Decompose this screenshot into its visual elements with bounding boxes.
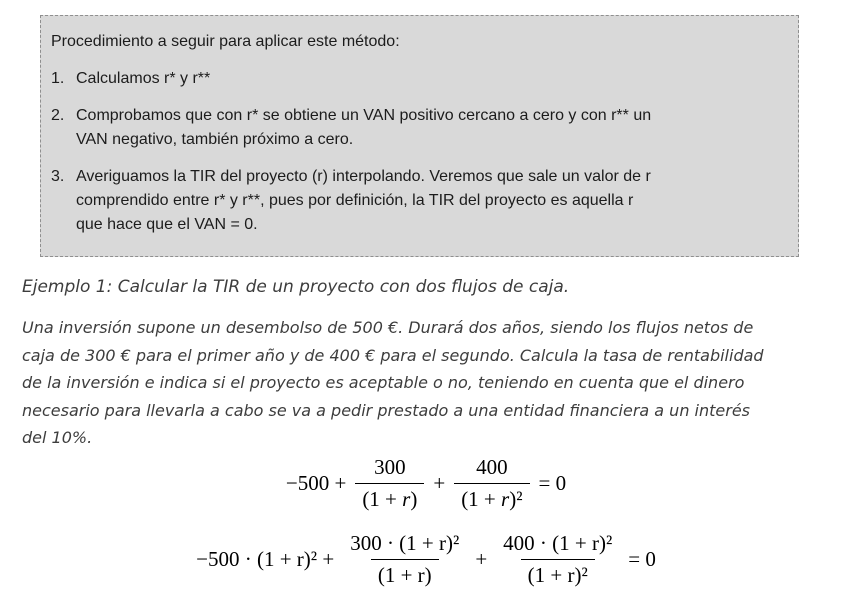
fraction-denominator	[355, 483, 424, 512]
den-variable: r	[402, 486, 411, 511]
eq2-equals-zero: = 0	[628, 546, 656, 571]
eq1-fraction-2	[454, 455, 529, 512]
procedure-box	[40, 15, 799, 257]
eq2-lead-term: −500 · (1 + r)² +	[196, 546, 335, 571]
eq1-lead-term: −500 +	[285, 470, 347, 495]
example-heading: Ejemplo 1: Calcular la TIR de un proyecto con dos flujos de caja.	[22, 277, 570, 297]
body-line: necesario para llevarla a cabo se va a pedir prestado a una entidad financiera a un interés	[22, 400, 751, 420]
item-line: comprendido entre r* y r**, pues por definición, la TIR del proyecto es aquella r	[76, 192, 634, 209]
body-line: Una inversión supone un desembolso de 500 €. Durará dos años, siendo los flujos netos de	[22, 318, 754, 337]
item-line: Calculamos r* y r**	[76, 70, 211, 87]
den-text: (1 +	[362, 486, 403, 511]
item-line: que hace que el VAN = 0.	[76, 216, 258, 233]
item-line: Averiguamos la TIR del proyecto (r) interpolando. Veremos que sale un valor de r	[76, 168, 651, 185]
eq1-equals-zero: = 0	[538, 470, 567, 495]
item-line: VAN negativo, también próximo a cero.	[76, 131, 354, 148]
eq2-plus-operator: +	[475, 546, 488, 571]
procedure-item-1	[51, 67, 786, 91]
fraction-numerator: 300	[374, 454, 406, 479]
eq1-fraction-1	[355, 455, 424, 512]
den-variable: r	[501, 486, 510, 511]
procedure-item-2	[51, 104, 786, 152]
item-number: 2.	[51, 107, 65, 124]
item-number: 3.	[51, 168, 65, 185]
fraction-denominator: (1 + r)	[371, 559, 439, 588]
fraction-numerator: 400	[476, 454, 508, 479]
den-text: )²	[509, 486, 523, 511]
den-text: )	[410, 486, 418, 511]
procedure-item-3	[51, 165, 786, 237]
procedure-title: Procedimiento a seguir para aplicar este método:	[51, 33, 400, 50]
fraction-denominator: (1 + r)²	[521, 559, 595, 588]
item-text	[76, 165, 786, 237]
den-text: (1 +	[461, 486, 502, 511]
item-line: Comprobamos que con r* se obtiene un VAN positivo cercano a cero y con r** un	[76, 107, 652, 124]
body-line: de la inversión e indica si el proyecto es aceptable o no, teniendo en cuenta que el dinero	[22, 373, 745, 392]
item-text	[76, 104, 786, 152]
example-body	[22, 314, 764, 452]
body-line: del 10%.	[22, 428, 93, 447]
eq2-fraction-2	[496, 531, 619, 588]
eq1-plus-operator: +	[433, 470, 446, 495]
eq2-fraction-1	[343, 531, 466, 588]
body-line: caja de 300 € para el primer año y de 400 € para el segundo. Calcula la tasa de rentabilidad	[22, 345, 764, 365]
item-number: 1.	[51, 70, 65, 87]
equation-2	[0, 526, 852, 592]
fraction-numerator: 300 · (1 + r)²	[350, 530, 460, 555]
equation-1	[0, 451, 852, 515]
fraction-numerator: 400 · (1 + r)²	[503, 530, 613, 555]
item-text	[76, 67, 786, 91]
fraction-denominator	[454, 483, 529, 512]
